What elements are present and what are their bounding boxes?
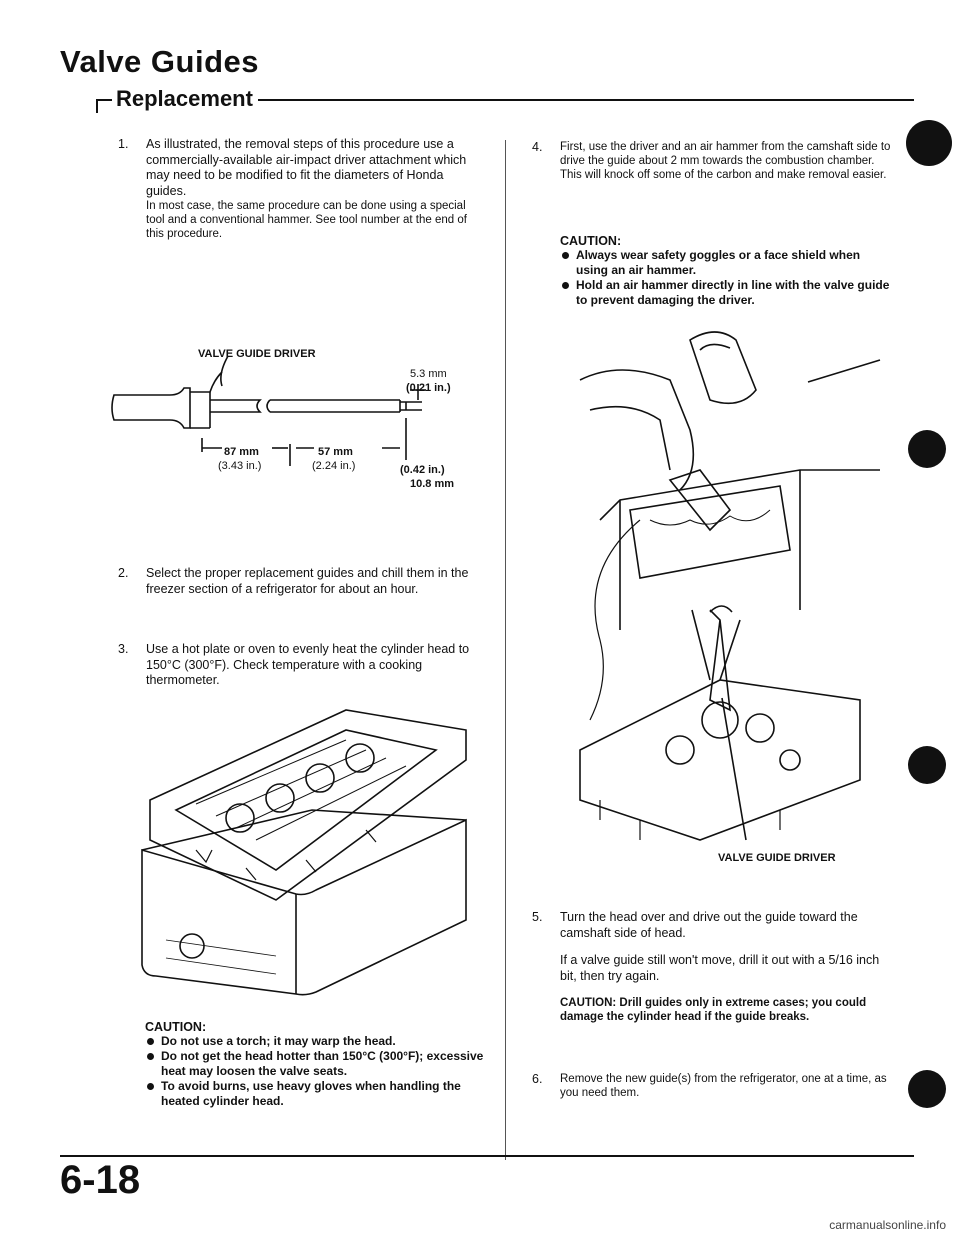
step-4 (532, 140, 894, 182)
dim-shaft-mm: 57 mm (318, 446, 353, 458)
step-number: 1. (118, 137, 129, 151)
step-number: 6. (532, 1072, 543, 1086)
section-title: Replacement (116, 86, 253, 111)
footer-rule (60, 1155, 914, 1157)
column-divider (505, 140, 506, 1160)
step-text: As illustrated, the removal steps of this procedure use a commercially-available air-impact driver attachment which may need to be modified to fit the diameters of Honda guides. (146, 137, 467, 198)
caution-left (145, 1016, 485, 1109)
step-text-note: In most case, the same procedure can be done using a special tool and a conventional hammer. See tool number at the end of this procedure. (146, 200, 467, 240)
caution-item: Do not use a torch; it may warp the head. (145, 1034, 485, 1049)
dim-collar-in: (0.42 in.) (400, 464, 445, 476)
caution-item: Do not get the head hotter than 150°C (300°F); excessive heat may loosen the valve seats. (145, 1049, 485, 1079)
step-5 (532, 910, 894, 1024)
section-rule-right (258, 99, 914, 101)
step-text: Turn the head over and drive out the guide toward the camshaft side of head. (560, 910, 858, 940)
step-number: 3. (118, 642, 129, 656)
step-text: First, use the driver and an air hammer from the camshaft side to drive the guide about 2 mm towards the combustion chamber. This will knock off some of the carbon and make removal easier. (560, 141, 891, 181)
section-rule-tick (96, 99, 98, 113)
step-number: 5. (532, 910, 543, 924)
caution-item: Hold an air hammer directly in line with the valve guide to prevent damaging the driver. (560, 278, 894, 308)
caution-item: Always wear safety goggles or a face shield when using an air hammer. (560, 248, 894, 278)
dim-tip-in: (0.21 in.) (406, 382, 451, 394)
driver-drawing (110, 340, 490, 490)
caution-item: To avoid burns, use heavy gloves when handling the heated cylinder head. (145, 1079, 485, 1109)
driver-diagram (110, 340, 490, 490)
step-text: Select the proper replacement guides and chill them in the freezer section of a refrigerator for about an hour. (146, 566, 469, 596)
dim-shaft-in: (2.24 in.) (312, 460, 356, 472)
margin-marker-dot (908, 1070, 946, 1108)
step-text-note: If a valve guide still won't move, drill it out with a 5/16 inch bit, then try again. (560, 953, 880, 983)
driver-diagram-title: VALVE GUIDE DRIVER (198, 348, 316, 360)
step-text: Use a hot plate or oven to evenly heat the cylinder head to 150°C (300°F). Check temperature with a cooking thermometer. (146, 642, 470, 687)
caution-label: CAUTION: (560, 234, 622, 248)
step-number: 4. (532, 140, 543, 154)
page-title: Valve Guides (60, 44, 259, 79)
dim-shank-mm: 87 mm (224, 446, 259, 458)
right-diagram-label: VALVE GUIDE DRIVER (718, 852, 836, 864)
step-3 (118, 642, 476, 689)
air-hammer-illustration (560, 320, 890, 880)
margin-marker-dot (906, 120, 952, 166)
step-1 (118, 137, 476, 241)
caution-right (560, 230, 894, 308)
step-2 (118, 566, 476, 597)
dim-tip-mm: 5.3 mm (410, 368, 447, 380)
dim-collar-mm: 10.8 mm (410, 478, 455, 490)
caution-label: CAUTION: (145, 1020, 207, 1034)
margin-marker-dot (908, 746, 946, 784)
step-6 (532, 1072, 894, 1100)
cylinder-head-on-hot-plate-illustration (136, 700, 476, 1000)
margin-marker-dot (908, 430, 946, 468)
page-number: 6-18 (60, 1158, 141, 1202)
section-rule-left (96, 99, 112, 101)
dim-shank-in: (3.43 in.) (218, 460, 262, 472)
caution-drill: CAUTION: Drill guides only in extreme cases; you could damage the cylinder head if the guide breaks. (560, 997, 867, 1023)
step-text: Remove the new guide(s) from the refrigerator, one at a time, as you need them. (560, 1073, 887, 1099)
watermark: carmanualsonline.info (829, 1218, 946, 1232)
step-number: 2. (118, 566, 129, 580)
